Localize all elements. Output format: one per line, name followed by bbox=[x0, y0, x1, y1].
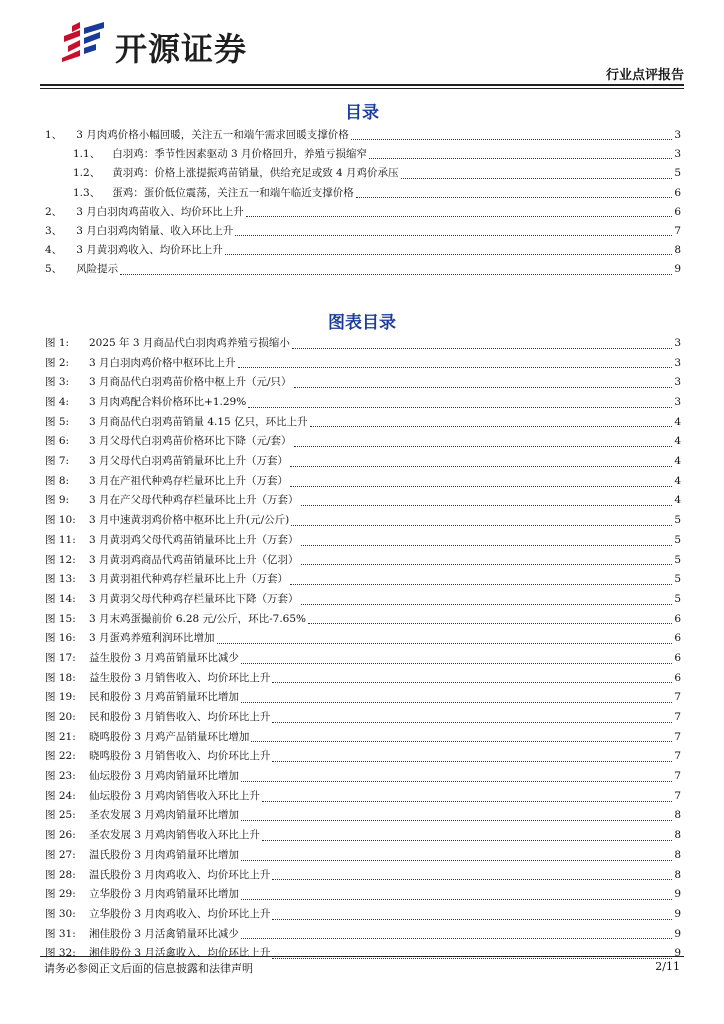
figure-entry[interactable] bbox=[45, 649, 681, 669]
figure-entry-title: 3 月父母代白羽鸡苗价格环比下降（元/套） bbox=[89, 435, 292, 448]
figure-entry-number: 图 18: bbox=[45, 671, 76, 684]
figure-entry[interactable] bbox=[45, 610, 681, 630]
figure-entry[interactable] bbox=[45, 885, 681, 905]
toc-entry-page: 3 bbox=[674, 128, 681, 141]
figure-entry[interactable] bbox=[45, 531, 681, 551]
header-divider-thin bbox=[40, 88, 684, 89]
figure-entry[interactable] bbox=[45, 590, 681, 610]
dot-leader bbox=[248, 406, 672, 408]
figure-entry-title: 仙坛股份 3 月鸡肉销量环比增加 bbox=[89, 770, 239, 783]
figure-entry-title: 晓鸣股份 3 月销售收入、均价环比上升 bbox=[89, 750, 271, 763]
dot-leader bbox=[241, 701, 672, 703]
figure-entry-page: 6 bbox=[674, 651, 681, 664]
toc-entry-title: 3 月黄羽鸡收入、均价环比上升 bbox=[76, 244, 223, 257]
figure-entry-page: 8 bbox=[674, 829, 681, 842]
toc-entry-page: 6 bbox=[674, 186, 681, 199]
figure-entry[interactable] bbox=[45, 393, 681, 413]
toc-entry-page: 8 bbox=[674, 244, 681, 257]
toc-entry-number: 5、 bbox=[45, 263, 63, 276]
footer-divider bbox=[40, 956, 684, 957]
figure-entry[interactable] bbox=[45, 413, 681, 433]
figure-entry-page: 7 bbox=[674, 750, 681, 763]
figure-entry-number: 图 2: bbox=[45, 356, 70, 369]
figure-entry-title: 温氏股份 3 月肉鸡销量环比增加 bbox=[89, 848, 239, 861]
figure-entry-number: 图 4: bbox=[45, 396, 70, 409]
dot-leader bbox=[272, 878, 672, 880]
figure-entry-page: 4 bbox=[674, 494, 681, 507]
figure-entry-page: 7 bbox=[674, 789, 681, 802]
figure-entry[interactable] bbox=[45, 511, 681, 531]
figure-entry-number: 图 12: bbox=[45, 553, 76, 566]
dot-leader bbox=[120, 273, 672, 275]
dot-leader bbox=[292, 347, 672, 349]
dot-leader bbox=[290, 485, 672, 487]
figure-entry-page: 8 bbox=[674, 809, 681, 822]
toc-entry[interactable] bbox=[45, 184, 681, 203]
toc-entry[interactable] bbox=[45, 203, 681, 222]
dot-leader bbox=[301, 544, 673, 546]
figure-entry-number: 图 26: bbox=[45, 829, 76, 842]
figure-entry-number: 图 21: bbox=[45, 730, 76, 743]
toc-entry-number: 3、 bbox=[45, 224, 63, 237]
figure-entry-page: 4 bbox=[674, 455, 681, 468]
toc-entry-title: 白羽鸡：季节性因素驱动 3 月价格回升，养殖亏损缩窄 bbox=[112, 148, 368, 161]
dot-leader bbox=[241, 898, 672, 900]
toc-entry[interactable] bbox=[45, 222, 681, 241]
dot-leader bbox=[290, 583, 672, 585]
figure-entry[interactable] bbox=[45, 551, 681, 571]
figure-entry-title: 民和股份 3 月鸡苗销量环比增加 bbox=[89, 691, 239, 704]
figure-entry-number: 图 13: bbox=[45, 573, 76, 586]
dot-leader bbox=[238, 366, 673, 368]
toc-entry[interactable] bbox=[45, 260, 681, 279]
figure-entry-title: 3 月父母代白羽鸡苗销量环比上升（万套） bbox=[89, 455, 289, 468]
figure-entry-title: 湘佳股份 3 月活禽销量环比减少 bbox=[89, 927, 239, 940]
toc-entry-title: 3 月白羽肉鸡苗收入、均价环比上升 bbox=[76, 205, 244, 218]
figure-entry-number: 图 9: bbox=[45, 494, 70, 507]
toc-entry-page: 5 bbox=[674, 167, 681, 180]
toc-entry[interactable] bbox=[45, 164, 681, 183]
header-divider bbox=[40, 84, 684, 86]
toc-entry-number: 1.2、 bbox=[73, 167, 101, 180]
figure-entry-title: 益生股份 3 月销售收入、均价环比上升 bbox=[89, 671, 271, 684]
logo-text: 开源证券 bbox=[115, 30, 248, 68]
toc-entry-title: 蛋鸡：蛋价低位震荡，关注五一和端午临近支撑价格 bbox=[112, 186, 354, 199]
figure-entry[interactable] bbox=[45, 807, 681, 827]
toc-entry-title: 3 月白羽鸡肉销量、收入环比上升 bbox=[76, 224, 234, 237]
toc-entry-page: 6 bbox=[674, 205, 681, 218]
figure-entry-title: 立华股份 3 月肉鸡销量环比增加 bbox=[89, 888, 239, 901]
table-of-contents bbox=[45, 126, 681, 280]
figure-entry-title: 3 月蛋鸡养殖利润环比增加 bbox=[89, 632, 215, 645]
figure-entry-title: 3 月肉鸡配合料价格环比+1.29% bbox=[89, 396, 247, 409]
toc-entry-number: 1.3、 bbox=[73, 186, 101, 199]
figure-entry-page: 9 bbox=[674, 888, 681, 901]
figure-entry-page: 6 bbox=[674, 671, 681, 684]
figure-entry-number: 图 31: bbox=[45, 927, 76, 940]
toc-entry[interactable] bbox=[45, 126, 681, 145]
figure-entry-page: 5 bbox=[674, 573, 681, 586]
figure-entry[interactable] bbox=[45, 334, 681, 354]
figure-list-title: 图表目录 bbox=[328, 313, 396, 333]
figure-entry-title: 3 月白羽肉鸡价格中枢环比上升 bbox=[89, 356, 236, 369]
figure-entry-page: 4 bbox=[674, 474, 681, 487]
figure-entry-page: 3 bbox=[674, 336, 681, 349]
figure-entry-title: 圣农发展 3 月鸡肉销量环比增加 bbox=[89, 809, 239, 822]
figure-entry-page: 7 bbox=[674, 730, 681, 743]
figure-entry-page: 9 bbox=[674, 927, 681, 940]
dot-leader bbox=[356, 196, 673, 198]
figure-entry-number: 图 32: bbox=[45, 947, 76, 960]
dot-leader bbox=[272, 957, 672, 959]
figure-entry-page: 5 bbox=[674, 533, 681, 546]
figure-entry[interactable] bbox=[45, 452, 681, 472]
figure-entry-page: 3 bbox=[674, 356, 681, 369]
dot-leader bbox=[401, 177, 673, 179]
figure-entry-title: 3 月黄羽鸡商品代鸡苗销量环比上升（亿羽） bbox=[89, 553, 299, 566]
figure-entry-title: 3 月在产父母代种鸡存栏量环比上升（万套） bbox=[89, 494, 299, 507]
figure-entry-number: 图 11: bbox=[45, 533, 76, 546]
dot-leader bbox=[241, 859, 672, 861]
page-number: 2/11 bbox=[655, 960, 680, 973]
dot-leader bbox=[272, 760, 672, 762]
figure-entry-title: 湘佳股份 3 月活禽收入、均价环比上升 bbox=[89, 947, 271, 960]
dot-leader bbox=[241, 780, 672, 782]
dot-leader bbox=[294, 445, 673, 447]
figure-entry[interactable] bbox=[45, 866, 681, 886]
figure-entry-page: 6 bbox=[674, 632, 681, 645]
toc-entry-page: 9 bbox=[674, 263, 681, 276]
figure-entry-number: 图 6: bbox=[45, 435, 70, 448]
figure-entry-number: 图 30: bbox=[45, 907, 76, 920]
company-logo bbox=[58, 18, 278, 68]
figure-entry-page: 8 bbox=[674, 868, 681, 881]
figure-entry-number: 图 15: bbox=[45, 612, 76, 625]
figure-entry[interactable] bbox=[45, 728, 681, 748]
figure-entry-page: 3 bbox=[674, 396, 681, 409]
figure-entry-number: 图 17: bbox=[45, 651, 76, 664]
toc-entry-title: 黄羽鸡：价格上涨提振鸡苗销量，供给充足或致 4 月鸡价承压 bbox=[112, 167, 399, 180]
figure-entry-page: 3 bbox=[674, 376, 681, 389]
figure-entry[interactable] bbox=[45, 846, 681, 866]
figure-entry-title: 2025 年 3 月商品代白羽肉鸡养殖亏损缩小 bbox=[89, 336, 290, 349]
figure-entry[interactable] bbox=[45, 688, 681, 708]
figure-entry-page: 8 bbox=[674, 848, 681, 861]
figure-entry[interactable] bbox=[45, 905, 681, 925]
figure-entry-number: 图 14: bbox=[45, 592, 76, 605]
dot-leader bbox=[369, 157, 672, 159]
toc-entry-title: 风险提示 bbox=[76, 263, 119, 276]
figure-entry-page: 4 bbox=[674, 435, 681, 448]
figure-entry-number: 图 25: bbox=[45, 809, 76, 822]
footer-disclaimer: 请务必参阅正文后面的信息披露和法律声明 bbox=[44, 962, 253, 975]
figure-entry-page: 7 bbox=[674, 691, 681, 704]
toc-entry-number: 2、 bbox=[45, 205, 63, 218]
dot-leader bbox=[301, 603, 673, 605]
figure-entry-title: 民和股份 3 月销售收入、均价环比上升 bbox=[89, 711, 271, 724]
figure-entry[interactable] bbox=[45, 354, 681, 374]
toc-entry-number: 1.1、 bbox=[73, 148, 101, 161]
toc-title: 目录 bbox=[345, 103, 379, 123]
toc-entry[interactable] bbox=[45, 145, 681, 164]
dot-leader bbox=[246, 215, 673, 217]
figure-entry[interactable] bbox=[45, 767, 681, 787]
figure-entry[interactable] bbox=[45, 708, 681, 728]
figure-entry-page: 5 bbox=[674, 553, 681, 566]
figure-entry-page: 9 bbox=[674, 907, 681, 920]
figure-entry-title: 3 月商品代白羽鸡苗销量 4.15 亿只，环比上升 bbox=[89, 415, 308, 428]
figure-entry[interactable] bbox=[45, 669, 681, 689]
dot-leader bbox=[294, 386, 673, 388]
figure-entry-title: 3 月末鸡蛋撮前价 6.28 元/公斤，环比-7.65% bbox=[89, 612, 307, 625]
figure-entry[interactable] bbox=[45, 787, 681, 807]
figure-entry-number: 图 10: bbox=[45, 514, 76, 527]
figure-entry-title: 3 月黄羽父母代种鸡存栏量环比下降（万套） bbox=[89, 592, 299, 605]
dot-leader bbox=[272, 918, 672, 920]
toc-entry-page: 7 bbox=[674, 224, 681, 237]
figure-entry-title: 温氏股份 3 月肉鸡收入、均价环比上升 bbox=[89, 868, 271, 881]
dot-leader bbox=[290, 465, 672, 467]
figure-entry-title: 3 月中速黄羽鸡价格中枢环比上升(元/公斤) bbox=[89, 514, 290, 527]
dot-leader bbox=[310, 425, 673, 427]
figure-entry-title: 3 月商品代白羽鸡苗价格中枢上升（元/只） bbox=[89, 376, 292, 389]
dot-leader bbox=[241, 819, 672, 821]
figure-entry-number: 图 23: bbox=[45, 770, 76, 783]
figure-entry-number: 图 16: bbox=[45, 632, 76, 645]
dot-leader bbox=[262, 839, 672, 841]
figure-entry-title: 仙坛股份 3 月鸡肉销售收入环比上升 bbox=[89, 789, 260, 802]
figure-entry-number: 图 22: bbox=[45, 750, 76, 763]
figure-entry[interactable] bbox=[45, 432, 681, 452]
figure-entry-number: 图 24: bbox=[45, 789, 76, 802]
dot-leader bbox=[241, 662, 672, 664]
dot-leader bbox=[291, 524, 672, 526]
dot-leader bbox=[241, 937, 672, 939]
dot-leader bbox=[301, 504, 673, 506]
figure-entry-title: 3 月黄羽鸡父母代鸡苗销量环比上升（万套） bbox=[89, 533, 299, 546]
figure-entry-number: 图 8: bbox=[45, 474, 70, 487]
toc-entry-number: 1、 bbox=[45, 128, 63, 141]
figure-entry-page: 9 bbox=[674, 947, 681, 960]
dot-leader bbox=[308, 622, 672, 624]
dot-leader bbox=[262, 800, 672, 802]
figure-entry[interactable] bbox=[45, 925, 681, 945]
figure-entry-title: 圣农发展 3 月鸡肉销售收入环比上升 bbox=[89, 829, 260, 842]
figure-entry[interactable] bbox=[45, 492, 681, 512]
figure-entry[interactable] bbox=[45, 570, 681, 590]
figure-entry-page: 6 bbox=[674, 612, 681, 625]
dot-leader bbox=[351, 138, 673, 140]
figure-entry-page: 5 bbox=[674, 514, 681, 527]
figure-list bbox=[45, 334, 681, 964]
figure-entry[interactable] bbox=[45, 747, 681, 767]
figure-entry-page: 7 bbox=[674, 711, 681, 724]
figure-entry-number: 图 20: bbox=[45, 711, 76, 724]
figure-entry-page: 7 bbox=[674, 770, 681, 783]
figure-entry-page: 4 bbox=[674, 415, 681, 428]
figure-entry-number: 图 29: bbox=[45, 888, 76, 901]
figure-entry-number: 图 7: bbox=[45, 455, 70, 468]
dot-leader bbox=[225, 253, 673, 255]
figure-entry[interactable] bbox=[45, 629, 681, 649]
figure-entry[interactable] bbox=[45, 472, 681, 492]
dot-leader bbox=[217, 642, 673, 644]
figure-entry-number: 图 19: bbox=[45, 691, 76, 704]
report-type-label: 行业点评报告 bbox=[605, 68, 684, 83]
figure-entry-title: 晓鸣股份 3 月鸡产品销量环比增加 bbox=[89, 730, 250, 743]
figure-entry-title: 益生股份 3 月鸡苗销量环比减少 bbox=[89, 651, 239, 664]
dot-leader bbox=[251, 740, 672, 742]
figure-entry-title: 3 月黄羽祖代种鸡存栏量环比上升（万套） bbox=[89, 573, 289, 586]
toc-entry-number: 4、 bbox=[45, 244, 63, 257]
toc-entry[interactable] bbox=[45, 241, 681, 260]
toc-entry-page: 3 bbox=[674, 148, 681, 161]
figure-entry-number: 图 28: bbox=[45, 868, 76, 881]
figure-entry-number: 图 27: bbox=[45, 848, 76, 861]
figure-entry-number: 图 3: bbox=[45, 376, 70, 389]
dot-leader bbox=[235, 234, 672, 236]
dot-leader bbox=[272, 681, 672, 683]
dot-leader bbox=[272, 721, 672, 723]
toc-entry-title: 3 月肉鸡价格小幅回暖，关注五一和端午需求回暖支撑价格 bbox=[76, 128, 349, 141]
figure-entry-number: 图 5: bbox=[45, 415, 70, 428]
figure-entry-title: 立华股份 3 月肉鸡收入、均价环比上升 bbox=[89, 907, 271, 920]
dot-leader bbox=[301, 563, 673, 565]
figure-entry-page: 5 bbox=[674, 592, 681, 605]
figure-entry-number: 图 1: bbox=[45, 336, 70, 349]
figure-entry[interactable] bbox=[45, 826, 681, 846]
figure-entry[interactable] bbox=[45, 373, 681, 393]
logo-mark-icon bbox=[58, 20, 110, 64]
figure-entry-title: 3 月在产祖代种鸡存栏量环比上升（万套） bbox=[89, 474, 289, 487]
